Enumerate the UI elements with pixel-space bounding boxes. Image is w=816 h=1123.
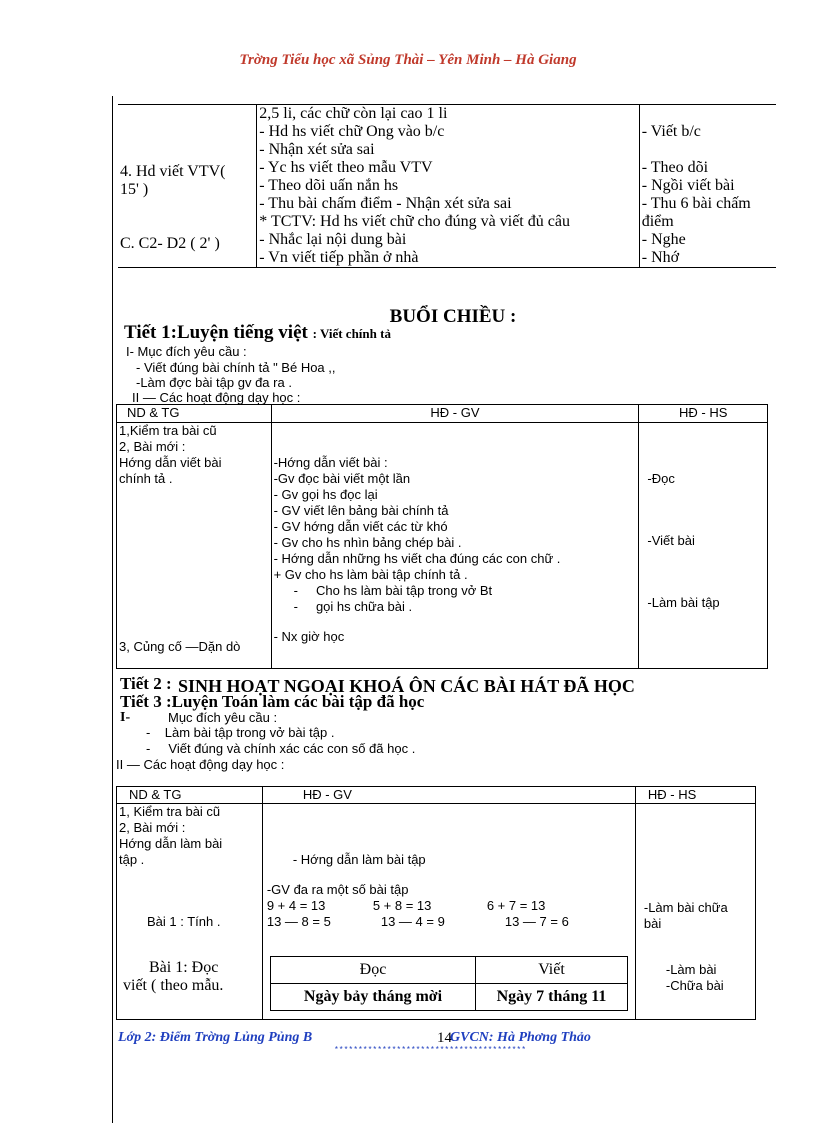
t3-nd-line: tập . (119, 852, 145, 867)
footer-stars: **************************************** (334, 1046, 527, 1055)
t3-hs-do: -Làm bài chữa (643, 900, 728, 915)
t3-hs-do3: -Làm bài (665, 962, 717, 977)
t3-nd-ex2-l2: viết ( theo mẫu. (123, 977, 224, 994)
top-mid-line: 2,5 li, các chữ còn lại cao 1 li (259, 105, 448, 122)
t2-gv-sub: - Cho hs làm bài tập trong vở Bt (293, 583, 493, 598)
t3-nd-ex1: Bài 1 : Tính . (147, 914, 221, 929)
t2-nd-line: chính tả . (119, 471, 173, 486)
s3-goal-num: I- (120, 710, 131, 725)
top-mid-line: - Hd hs viết chữ Ong vào b/c (259, 123, 445, 140)
read-write-table (270, 956, 628, 1011)
top-mid-line: - Thu bài chấm điểm - Nhận xét sửa sai (259, 195, 512, 212)
top-right-line: - Theo dõi (641, 159, 709, 176)
tiet2-label: Tiết 2 : (120, 674, 172, 693)
t2-gv-line: - Gv gọi hs đọc lại (273, 487, 378, 502)
t3-col-nd (117, 804, 263, 1020)
page-number: 14 (437, 1030, 452, 1046)
t2-gv-line: - GV viết lên bảng bài chính tả (273, 503, 449, 518)
t2-col-nd (117, 423, 272, 669)
t2-gv-line: + Gv cho hs làm bài tập chính tả . (273, 567, 468, 582)
s1-goal-2: -Làm đợc bài tập gv đa ra . (136, 375, 292, 390)
t2-hs-exercise: -Làm bài tập (647, 595, 720, 610)
math-item: 9 + 4 = 13 (266, 898, 326, 913)
t3-hs-fix: -Chữa bài (665, 978, 724, 993)
s1-goal: I- Mục đích yêu cầu : (126, 344, 247, 359)
t2-gv-line: - Gv cho hs nhìn bảng chép bài . (273, 535, 462, 550)
top-mid-line: - Nhận xét sửa sai (259, 141, 375, 158)
tiet1-title: Tiết 1:Luyện tiếng việt : Viết chính tả (124, 322, 391, 343)
t3-nd-line: 2, Bài mới : (119, 820, 186, 835)
s3-goal: Mục đích yêu cầu : (168, 710, 278, 725)
t2-head-nd: ND & TG (117, 405, 272, 423)
tiet2-title: SINH HOẠT NGOẠI KHOÁ ÔN CÁC BÀI HÁT ĐÃ HỌC (178, 676, 635, 696)
t3-col-hs (635, 804, 755, 1020)
t2-head-gv: HĐ - GV (271, 405, 639, 423)
t2-gv-line: -Hớng dẫn viết bài : (273, 455, 388, 470)
math-item: 6 + 7 = 13 (486, 898, 546, 913)
top-left-line: C. C2- D2 ( 2' ) (120, 235, 220, 252)
t3-hs-do2: bài (643, 916, 662, 931)
t2-hs-read: -Đọc (647, 471, 675, 486)
rd-head-write: Viết (476, 957, 628, 984)
rd-value-write: Ngày 7 tháng 11 (476, 984, 628, 1011)
top-mid-line: - Yc hs viết theo mẫu VTV (259, 159, 433, 176)
top-right-line: - Ngồi viết bài (641, 177, 735, 194)
s1-goal-1: - Viết đúng bài chính tả " Bé Hoa ,, (136, 360, 336, 375)
t3-nd-ex2-l1: Bài 1: Đọc (149, 959, 219, 976)
footer-class: Lớp 2: Điểm Trờng Lủng Pủng B (118, 1030, 313, 1045)
top-right-line: - Nghe (641, 231, 686, 248)
top-mid-line: - Theo dõi uấn nắn hs (259, 177, 399, 194)
math-item: 13 — 8 = 5 (266, 914, 331, 929)
top-left-line: 4. Hd viết VTV( (120, 163, 226, 180)
top-left-line: 15' ) (120, 181, 149, 198)
lesson-table-top (118, 104, 776, 268)
t2-nd-line: Hớng dẫn viết bài (119, 455, 222, 470)
t3-nd-line: 1, Kiểm tra bài cũ (119, 804, 221, 819)
t3-gv-give: -GV đa ra một số bài tập (266, 882, 409, 897)
top-right-line: điểm (641, 213, 674, 230)
t2-nd-review: 3, Củng cố —Dặn dò (119, 639, 241, 654)
t2-col-hs (639, 423, 768, 669)
top-right-line: - Thu 6 bài chấm (641, 195, 751, 212)
math-item: 13 — 7 = 6 (504, 914, 569, 929)
top-mid-line: * TCTV: Hd hs viết chữ cho đúng và viết đủ câu (259, 213, 570, 230)
t2-nd-line: 1,Kiểm tra bài cũ (119, 423, 217, 438)
t2-nd-line: 2, Bài mới : (119, 439, 186, 454)
t2-gv-nx: - Nx giờ học (273, 629, 345, 644)
top-col-right (639, 105, 776, 268)
top-right-line: - Viết b/c (641, 123, 701, 140)
afternoon-title: BUỔI CHIỀU : (389, 306, 517, 327)
s3-goal-2: - Viết đúng và chính xác các con số đã học . (146, 741, 416, 756)
top-mid-line: - Nhắc lại nội dung bài (259, 231, 407, 248)
math-item: 5 + 8 = 13 (372, 898, 432, 913)
t2-gv-sub: - gọi hs chữa bài . (293, 599, 413, 614)
rd-head-read: Đọc (271, 957, 476, 984)
top-col-mid (257, 105, 639, 268)
rd-value-read: Ngày bảy tháng mời (271, 984, 476, 1011)
page-header: Trờng Tiểu học xã Sủng Thài – Yên Minh – Hà Giang (239, 52, 577, 68)
s3-activities: II — Các hoạt động dạy học : (116, 757, 285, 772)
t3-head-gv: HĐ - GV (262, 787, 635, 804)
s1-activities: II — Các hoạt động dạy học : (132, 390, 301, 405)
s3-goal-1: - Làm bài tập trong vở bài tập . (146, 725, 335, 740)
t2-gv-line: - GV hớng dẫn viết các từ khó (273, 519, 448, 534)
top-right-line: - Nhớ (641, 249, 680, 266)
t3-head-nd: ND & TG (117, 787, 263, 804)
top-col-left (118, 105, 257, 268)
t2-hs-write: -Viết bài (647, 533, 695, 548)
footer-teacher: GVCN: Hà Phơng Thảo (450, 1030, 591, 1045)
t2-head-hs: HĐ - HS (639, 405, 768, 423)
t2-gv-line: - Hớng dẫn những hs viết cha đúng các con chữ . (273, 551, 561, 566)
top-mid-line: - Vn viết tiếp phần ở nhà (259, 249, 419, 266)
math-item: 13 — 4 = 9 (380, 914, 445, 929)
t2-col-gv (271, 423, 639, 669)
margin-line (112, 96, 113, 1123)
t3-nd-line: Hớng dẫn làm bài (119, 836, 223, 851)
lesson-table-2 (116, 404, 768, 669)
t3-gv-guide: - Hớng dẫn làm bài tập (292, 852, 426, 867)
tiet3-title: Tiết 3 :Luyện Toán làm các bài tập đã học (120, 692, 425, 711)
t2-gv-line: -Gv đọc bài viết một lần (273, 471, 411, 486)
t3-head-hs: HĐ - HS (635, 787, 755, 804)
